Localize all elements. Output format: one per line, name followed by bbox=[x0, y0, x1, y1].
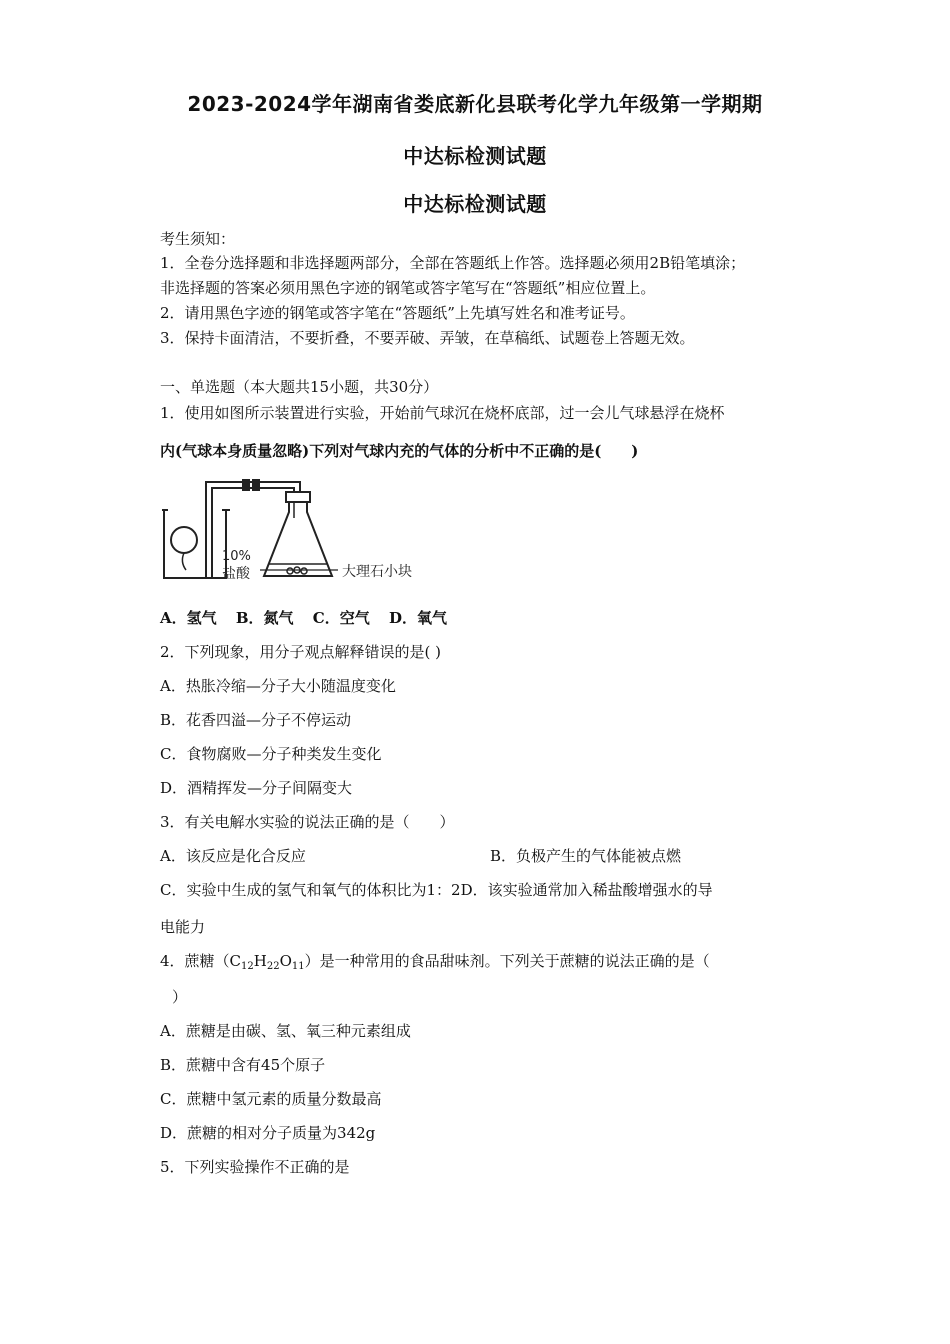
q4-option-d[interactable]: D．蔗糖的相对分子质量为342g bbox=[160, 1124, 376, 1142]
q1-option-a[interactable]: A．氢气 bbox=[160, 609, 217, 627]
q5-stem: 5．下列实验操作不正确的是 bbox=[160, 1158, 350, 1176]
q4-option-b[interactable]: B．蔗糖中含有45个原子 bbox=[160, 1056, 326, 1074]
clamp-icon bbox=[242, 479, 250, 491]
q1-stem-line1: 1．使用如图所示装置进行实验，开始前气球沉在烧杯底部，过一会儿气球悬浮在烧杯 bbox=[160, 404, 725, 422]
exam-title-line1: 2023-2024学年湖南省娄底新化县联考化学九年级第一学期期 bbox=[187, 92, 763, 116]
q1-options bbox=[160, 607, 461, 628]
q3-option-a[interactable]: A．该反应是化合反应 bbox=[160, 847, 306, 865]
q1-option-d[interactable]: D．氧气 bbox=[388, 609, 447, 627]
exam-title-line3: 中达标检测试题 bbox=[403, 192, 547, 216]
q4-option-c[interactable]: C．蔗糖中氢元素的质量分数最高 bbox=[160, 1090, 382, 1108]
q4-stem: 4．蔗糖$(C_{12}H_{22}O_{11})$是一种常用的食品甜味剂。下列关于蔗糖的说法正确的是（ bbox=[160, 952, 710, 972]
q3-option-b[interactable]: B．负极产生的气体能被点燃 bbox=[490, 847, 682, 865]
q2-option-a[interactable]: A．热胀冷缩—分子大小随温度变化 bbox=[160, 677, 396, 695]
q3-option-cd[interactable]: C．实验中生成的氢气和氧气的体积比为1：2D．该实验通常加入稀盐酸增强水的导 bbox=[160, 881, 713, 899]
beaker-icon bbox=[164, 510, 226, 578]
notice-item-1-cont: 非选择题的答案必须用黑色字迹的钢笔或答字笔写在“答题纸”相应位置上。 bbox=[160, 279, 656, 297]
section-heading: 一、单选题（本大题共15小题，共30分） bbox=[160, 378, 439, 396]
acid-pct-label: 10% bbox=[222, 549, 251, 564]
notice-heading: 考生须知： bbox=[160, 230, 236, 248]
exam-title-line2: 中达标检测试题 bbox=[403, 144, 547, 168]
q1-option-c[interactable]: C．空气 bbox=[312, 609, 370, 627]
marble-label: 大理石小块 bbox=[342, 564, 412, 580]
q1-apparatus-figure bbox=[160, 470, 450, 588]
q2-option-c[interactable]: C．食物腐败—分子种类发生变化 bbox=[160, 745, 382, 763]
notice-item-3: 3．保持卡面清洁，不要折叠，不要弄破、弄皱，在草稿纸、试题卷上答题无效。 bbox=[160, 329, 695, 347]
q1-option-b[interactable]: B．氮气 bbox=[235, 609, 294, 627]
balloon-icon bbox=[171, 527, 197, 553]
stopper-icon bbox=[286, 492, 310, 502]
q3-stem: 3．有关电解水实验的说法正确的是（ ） bbox=[160, 813, 455, 831]
acid-label: 盐酸 bbox=[222, 566, 250, 582]
q2-stem: 2．下列现象，用分子观点解释错误的是( ) bbox=[160, 643, 442, 661]
conical-flask-icon bbox=[264, 502, 332, 576]
q1-stem-line2: 内(气球本身质量忽略)下列对气球内充的气体的分析中不正确的是( ) bbox=[160, 442, 639, 460]
notice-item-2: 2．请用黑色字迹的钢笔或答字笔在“答题纸”上先填写姓名和准考证号。 bbox=[160, 304, 635, 322]
q2-option-d[interactable]: D．酒精挥发—分子间隔变大 bbox=[160, 779, 353, 797]
q4-stem-close: ） bbox=[172, 988, 188, 1006]
q3-option-cd-cont: 电能力 bbox=[160, 918, 206, 936]
q4-option-a[interactable]: A．蔗糖是由碳、氢、氧三种元素组成 bbox=[160, 1022, 411, 1040]
q2-option-b[interactable]: B．花香四溢—分子不停运动 bbox=[160, 711, 352, 729]
notice-item-1: 1．全卷分选择题和非选择题两部分，全部在答题纸上作答。选择题必须用2B铅笔填涂； bbox=[160, 254, 746, 272]
